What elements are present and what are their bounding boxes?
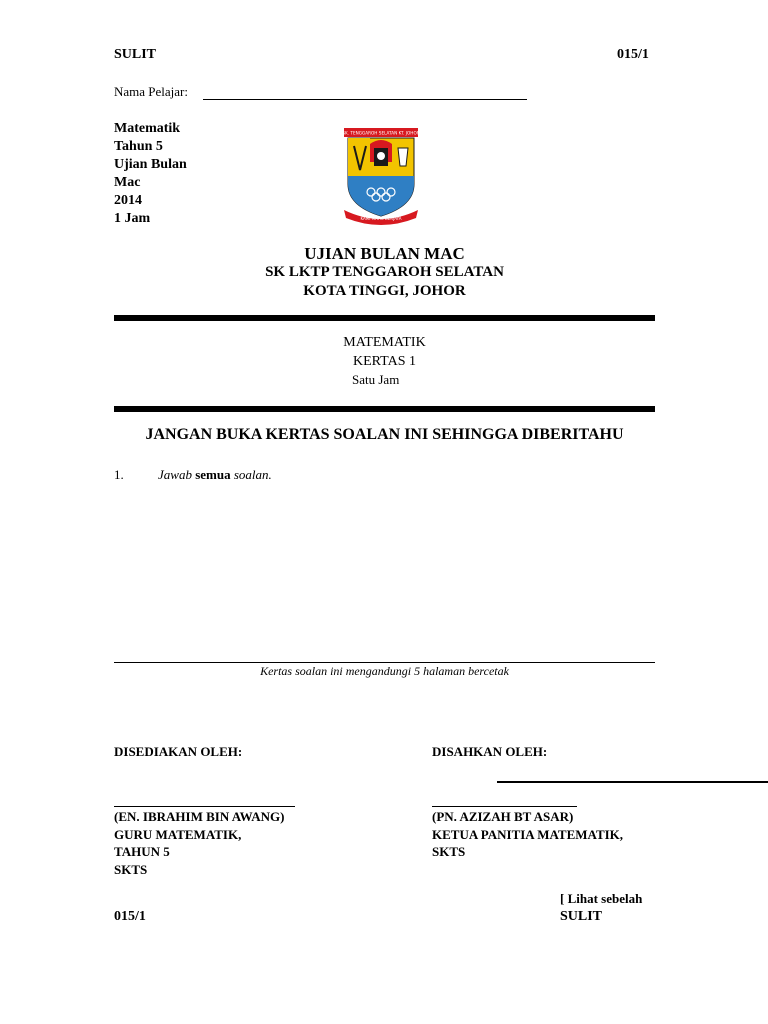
- preparer-name: (EN. IBRAHIM BIN AWANG): [114, 809, 285, 824]
- student-name-label: Nama Pelajar:: [114, 84, 188, 99]
- prepared-by-label: DISEDIAKAN OLEH:: [114, 744, 243, 759]
- exam-title: UJIAN BULAN MAC: [304, 244, 465, 263]
- school-crest-icon: [340, 126, 422, 226]
- subject-line: Tahun 5: [114, 139, 163, 154]
- instruction-number: 1.: [114, 467, 124, 482]
- crest-banner-text: SK. TENGGAROH SELATAN KT. JOHOR: [342, 130, 420, 136]
- warning-text: JANGAN BUKA KERTAS SOALAN INI SEHINGGA DIBERITAHU: [145, 426, 624, 443]
- paper-number: KERTAS 1: [353, 354, 416, 369]
- preparer-role-2: TAHUN 5: [114, 844, 170, 859]
- subject-line: 1 Jam: [114, 211, 151, 226]
- see-next-page: [ Lihat sebelah: [560, 891, 643, 906]
- subject-block: [114, 120, 187, 228]
- paper-code-bottom: 015/1: [114, 909, 146, 924]
- preparer-role: GURU MATEMATIK,: [114, 826, 242, 842]
- approval-signature-line: [497, 781, 768, 783]
- crest-motto: KAMI MAHU BERJAYA: [360, 216, 402, 221]
- prepared-signature-line: [114, 806, 295, 807]
- school-name: SK LKTP TENGGAROH SELATAN: [265, 264, 504, 280]
- subject-line: Matematik: [114, 121, 181, 136]
- divider-thick: [114, 315, 655, 321]
- approved-signature-line: [432, 806, 577, 807]
- school-location: KOTA TINGGI, JOHOR: [303, 283, 466, 299]
- subject-line: Mac: [114, 175, 141, 190]
- approver-role: KETUA PANITIA MATEMATIK,: [432, 826, 624, 842]
- page-count-note: Kertas soalan ini mengandungi 5 halaman bercetak: [260, 664, 509, 678]
- approved-by-block: [432, 808, 623, 861]
- approver-org: SKTS: [432, 844, 466, 859]
- instruction-pre: Jawab: [158, 467, 192, 482]
- paper-subject: MATEMATIK: [343, 335, 426, 350]
- instruction-text: [158, 467, 272, 483]
- instruction-post: soalan.: [233, 467, 272, 482]
- paper-duration: Satu Jam: [352, 372, 400, 387]
- approved-by-label: DISAHKAN OLEH:: [432, 744, 548, 759]
- approver-name: (PN. AZIZAH BT ASAR): [432, 809, 574, 824]
- subject-line: Ujian Bulan: [114, 157, 187, 172]
- classification-bottom: SULIT: [560, 909, 603, 924]
- prepared-by-block: [114, 808, 284, 878]
- preparer-org: SKTS: [114, 861, 148, 877]
- instruction-bold: semua: [195, 467, 231, 482]
- divider-thin: [114, 662, 655, 663]
- classification-label: SULIT: [114, 47, 157, 62]
- paper-code: 015/1: [617, 47, 649, 62]
- subject-line: 2014: [114, 193, 142, 208]
- student-name-line: [203, 99, 527, 100]
- divider-thick: [114, 406, 655, 412]
